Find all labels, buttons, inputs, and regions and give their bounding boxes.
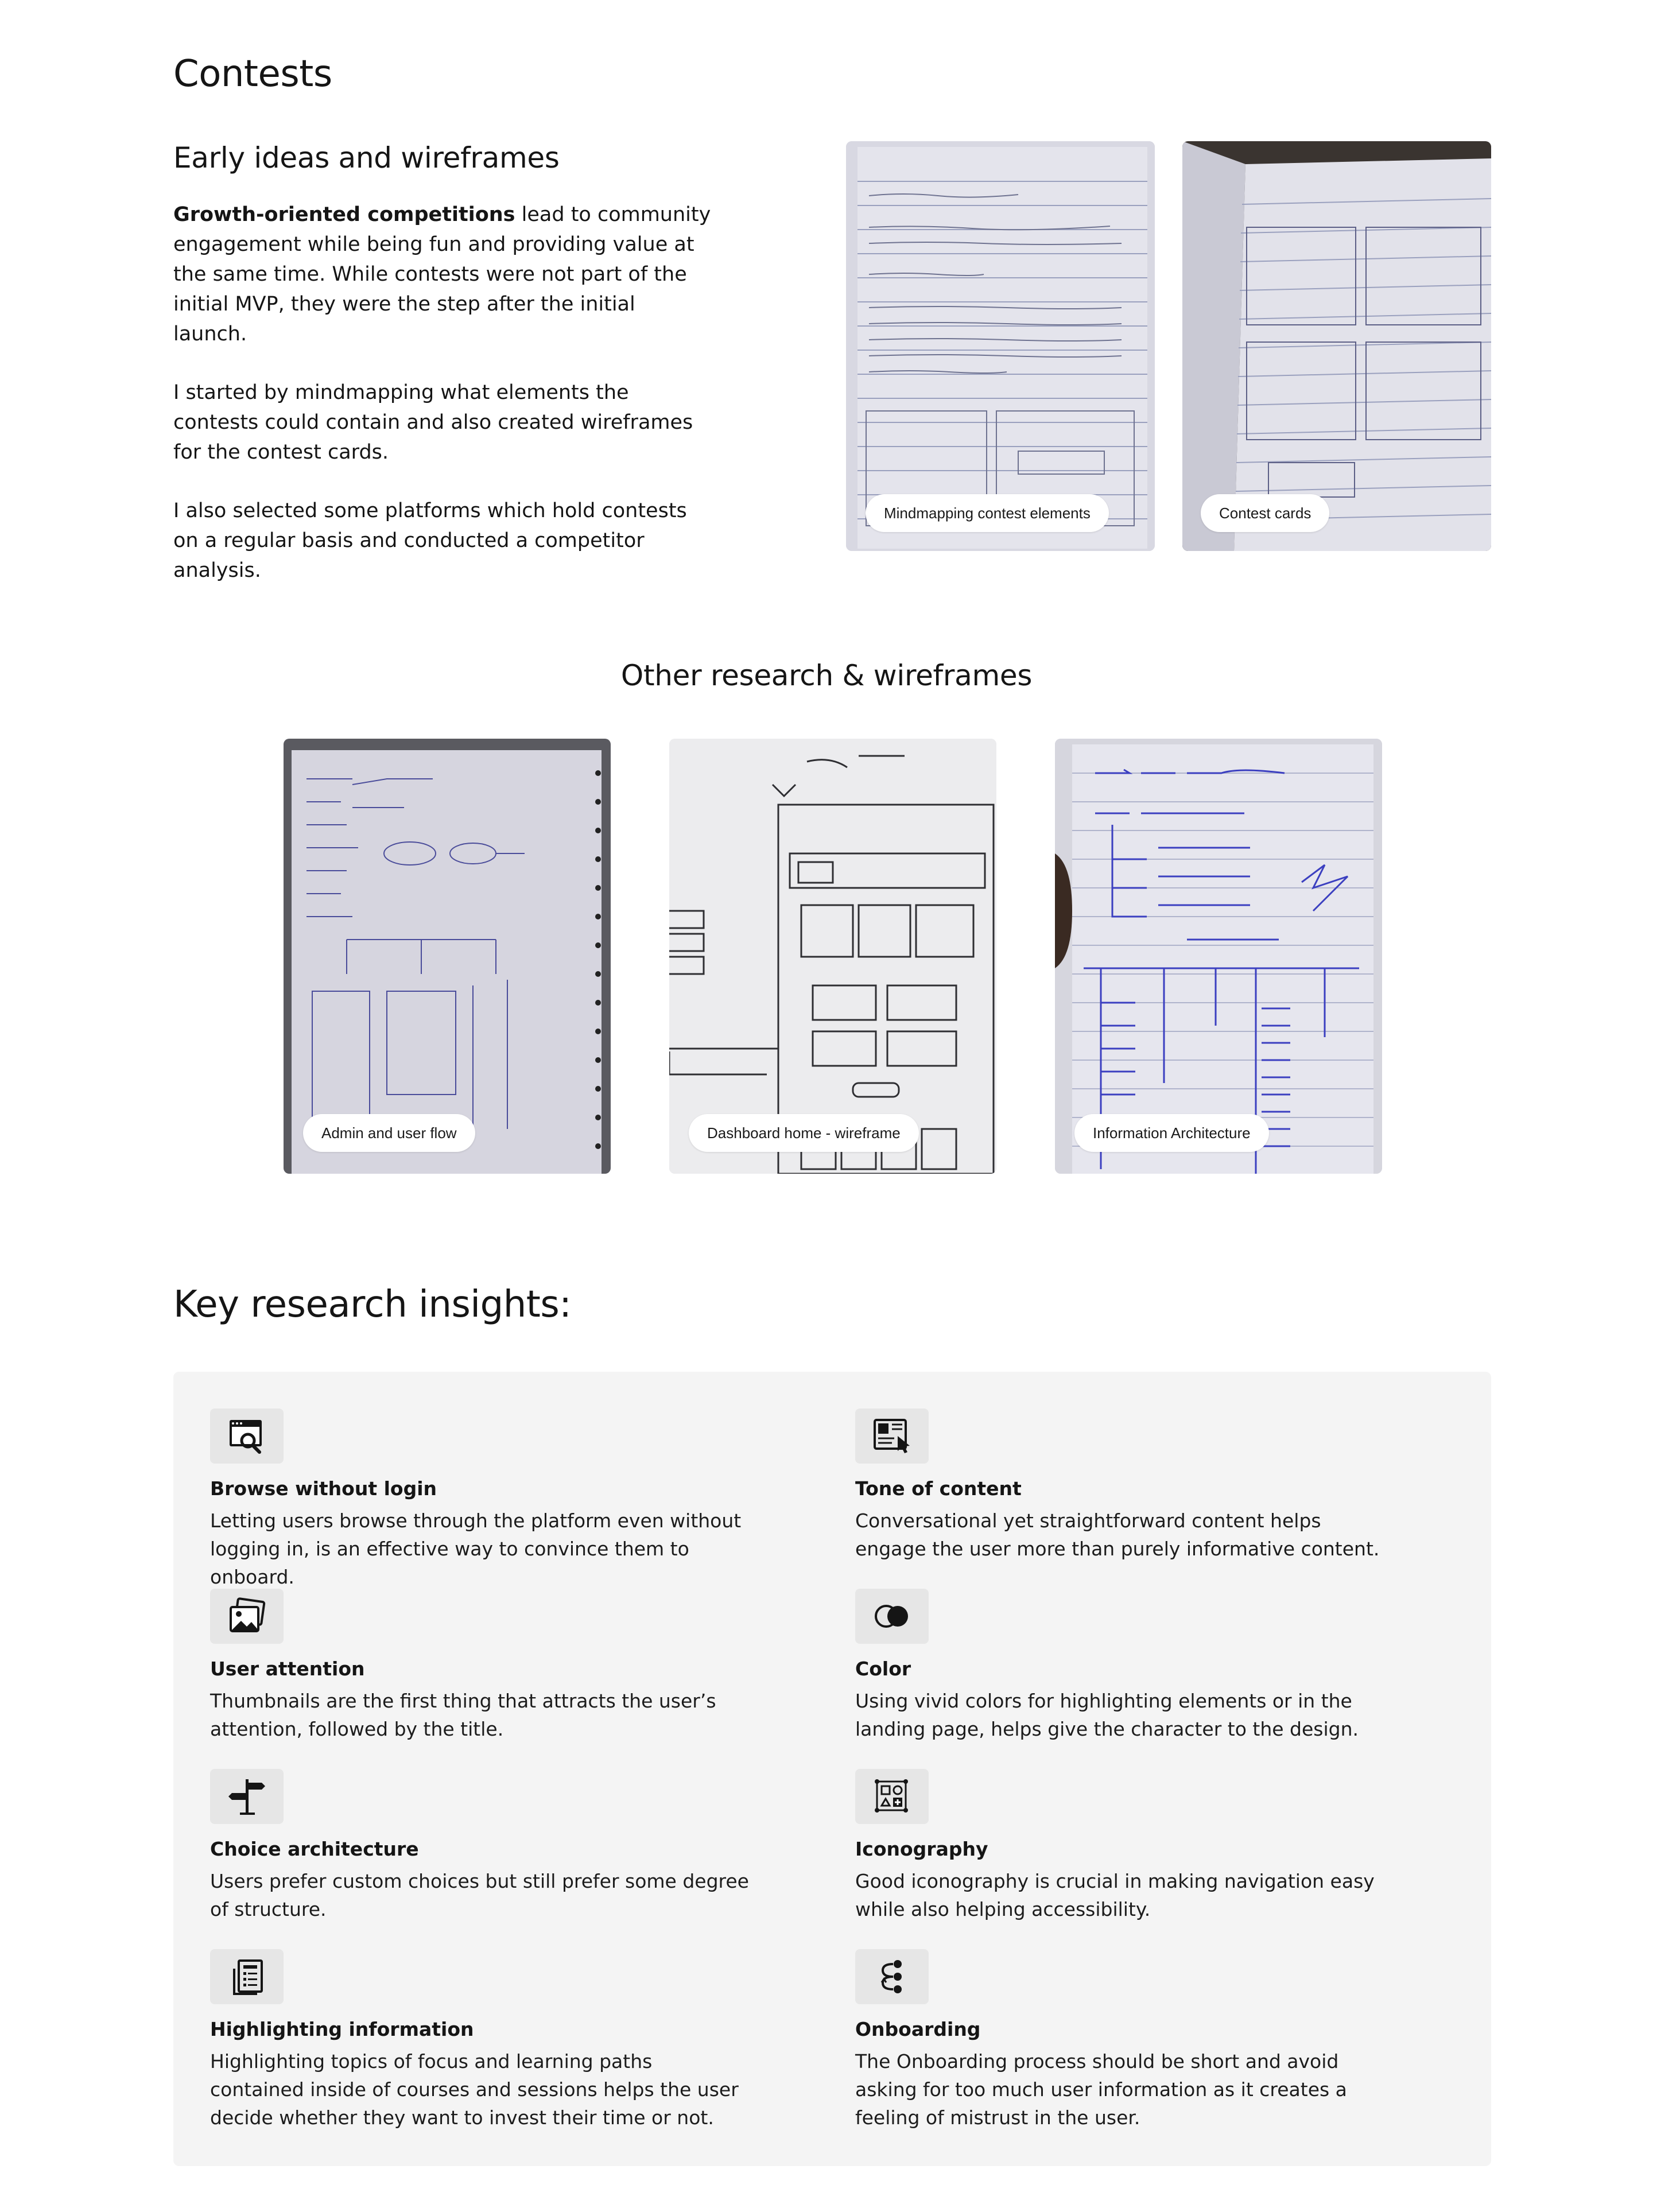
- color-circles-icon: [855, 1589, 929, 1644]
- caption-admin-user-flow: Admin and user flow: [303, 1114, 475, 1152]
- insight-user-attention: [210, 1589, 750, 1743]
- photo-dashboard-wireframe: [669, 739, 996, 1174]
- insight-title: Color: [855, 1658, 911, 1680]
- insight-tone-of-content: [855, 1408, 1395, 1563]
- insight-body: Users prefer custom choices but still prefer some degree of structure.: [210, 1870, 749, 1920]
- insights-title: Key research insights:: [173, 1283, 572, 1326]
- insight-title: Tone of content: [855, 1477, 1022, 1500]
- flow-nodes-icon: [855, 1949, 929, 2004]
- intro-rest: lead to community engagement while being fun and providing value at the same time. While contests were not part of the initial MVP, they were the step after the initial launch.: [173, 203, 711, 346]
- notebook-page-image: [1182, 141, 1491, 551]
- caption-mindmapping: Mindmapping contest elements: [866, 494, 1109, 532]
- contests-subtitle: Early ideas and wireframes: [173, 141, 560, 174]
- notebook-page-image: [846, 141, 1155, 551]
- insight-title: Choice architecture: [210, 1838, 419, 1860]
- insight-body: Letting users browse through the platform even without logging in, is an effective way to convince them to onboard.: [210, 1509, 742, 1588]
- insight-body: Using vivid colors for highlighting elements or in the landing page, helps give the character to the design.: [855, 1690, 1359, 1740]
- intro-bold: Growth-oriented competitions: [173, 203, 515, 226]
- photo-contest-cards: [1182, 141, 1491, 551]
- notebook-ia-image: [1055, 739, 1382, 1174]
- insight-body: The Onboarding process should be short and avoid asking for too much user information as it creates a feeling of mistrust in the user.: [855, 2050, 1347, 2129]
- insight-browse-without-login: [210, 1408, 750, 1591]
- insights-card: [173, 1372, 1491, 2166]
- whiteboard-wireframe-image: [669, 739, 996, 1174]
- intro-paragraph-1: [173, 200, 713, 349]
- insight-body: Good iconography is crucial in making navigation easy while also helping accessibility.: [855, 1870, 1375, 1920]
- photo-mindmapping: [846, 141, 1155, 551]
- contests-title: Contests: [173, 53, 332, 95]
- image-stack-icon: [210, 1589, 284, 1644]
- insight-title: Highlighting information: [210, 2018, 474, 2040]
- other-research-title: Other research & wireframes: [620, 659, 1033, 692]
- browser-search-icon: [210, 1408, 284, 1464]
- insight-body: Highlighting topics of focus and learning paths contained inside of courses and sessions helps the user decide whether they want to invest their time or not.: [210, 2050, 739, 2129]
- contests-intro: [173, 200, 713, 614]
- insight-highlighting-information: [210, 1949, 750, 2132]
- insight-body: Conversational yet straightforward content helps engage the user more than purely informative content.: [855, 1509, 1380, 1560]
- insight-body: Thumbnails are the first thing that attracts the user’s attention, followed by the title.: [210, 1690, 716, 1740]
- insight-title: Onboarding: [855, 2018, 981, 2040]
- insight-onboarding: [855, 1949, 1395, 2132]
- article-pointer-icon: [855, 1408, 929, 1464]
- insight-title: Iconography: [855, 1838, 988, 1860]
- caption-contest-cards: Contest cards: [1201, 494, 1329, 532]
- signpost-icon: [210, 1769, 284, 1824]
- document-list-icon: [210, 1949, 284, 2004]
- insight-color: [855, 1589, 1395, 1743]
- intro-paragraph-3: I also selected some platforms which hold contests on a regular basis and conducted a competitor analysis.: [173, 499, 687, 582]
- insight-iconography: [855, 1769, 1395, 1923]
- caption-information-architecture: Information Architecture: [1074, 1114, 1269, 1152]
- insight-choice-architecture: [210, 1769, 750, 1923]
- whiteboard-flow-image: [284, 739, 611, 1174]
- photo-admin-user-flow: [284, 739, 611, 1174]
- caption-dashboard-wireframe: Dashboard home - wireframe: [689, 1114, 919, 1152]
- intro-paragraph-2: I started by mindmapping what elements the contests could contain and also created wireframes for the contest cards.: [173, 381, 693, 464]
- insight-title: Browse without login: [210, 1477, 437, 1500]
- insight-title: User attention: [210, 1658, 365, 1680]
- photo-information-architecture: [1055, 739, 1382, 1174]
- icon-grid-icon: [855, 1769, 929, 1824]
